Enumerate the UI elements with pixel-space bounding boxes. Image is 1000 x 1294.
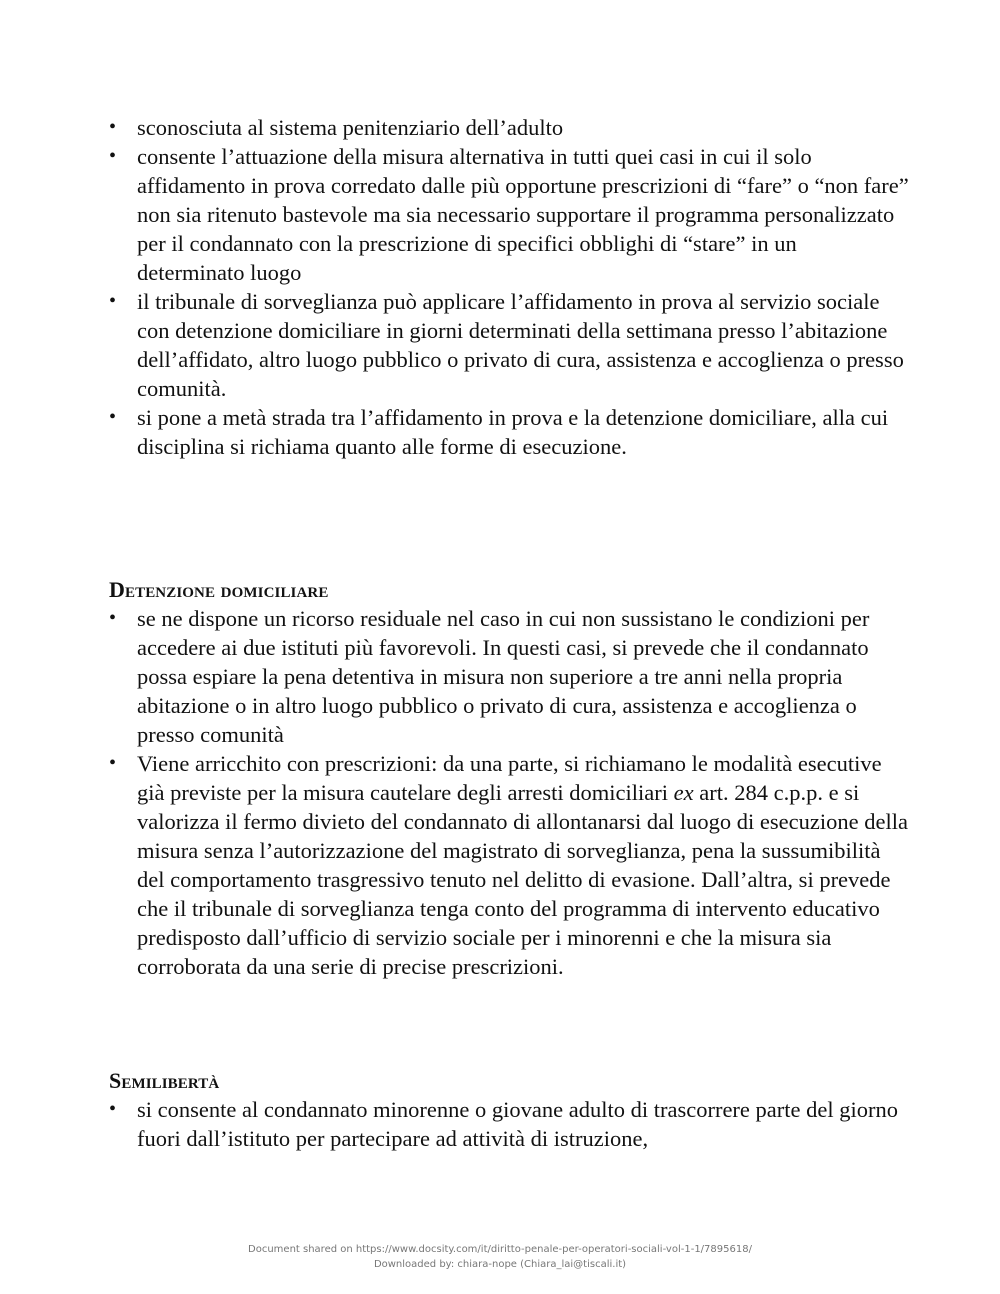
- bullet-list-detenzione: [109, 604, 909, 981]
- list-item-text: consente l’attuazione della misura alternativa in tutti quei casi in cui il solo affidamento in prova corredato dalle più opportune prescrizioni di “fare” o “non fare” non sia ritenuto bastevole ma sia necessario supportare il programma personalizzato per il condannato con la prescrizione di specifici obblighi di “stare” in un determinato luogo: [137, 144, 909, 285]
- section-detenzione-domiciliare: [109, 575, 909, 981]
- list-item-text: il tribunale di sorveglianza può applicare l’affidamento in prova al servizio sociale con detenzione domiciliare in giorni determinati della settimana presso l’abitazione dell’affidato, altro luogo pubblico o privato di cura, assistenza e accoglienza o presso comunità.: [137, 289, 904, 401]
- list-item-text: sconosciuta al sistema penitenziario dell’adulto: [137, 115, 564, 140]
- footer-shared-link: Document shared on https://www.docsity.com/it/diritto-penale-per-operatori-sociali-vol-1-1/7895618/: [248, 1244, 752, 1255]
- section-heading: Semilibertà: [109, 1068, 220, 1093]
- list-item: [109, 749, 909, 981]
- bullet-icon: •: [109, 406, 117, 428]
- list-item: [109, 403, 909, 461]
- bullet-icon: •: [109, 145, 117, 167]
- list-item-text: si pone a metà strada tra l’affidamento in prova e la detenzione domiciliare, alla cui disciplina si richiama quanto alle forme di esecuzione.: [137, 405, 889, 459]
- footer-downloaded-by: Downloaded by: chiara-nope (Chiara_lai@tiscali.it): [373, 1259, 627, 1270]
- list-item-text: [137, 751, 908, 979]
- bullet-list-semiliberta: [109, 1095, 909, 1153]
- bullet-icon: •: [109, 607, 117, 629]
- bullet-icon: •: [109, 290, 117, 312]
- list-item: [109, 287, 909, 403]
- text-run: Viene arricchito con prescrizioni: da una parte, si richiamano le modalità esecutive già previste per la misura cautelare degli arresti domiciliari: [137, 751, 882, 805]
- list-item-text: se ne dispone un ricorso residuale nel caso in cui non sussistano le condizioni per accedere ai due istituti più favorevoli. In questi casi, si prevede che il condannato possa espiare la pena detentiva in misura non superiore a tre anni nella propria abitazione o in altro luogo pubblico o privato di cura, assistenza e accoglienza o presso comunità: [137, 606, 870, 747]
- bullet-icon: •: [109, 1098, 117, 1120]
- section-heading: Detenzione domiciliare: [109, 577, 329, 602]
- bullet-icon: •: [109, 116, 117, 138]
- section-semiliberta: [109, 1066, 909, 1153]
- list-item: [109, 142, 909, 287]
- bullet-icon: •: [109, 752, 117, 774]
- list-item-text: si consente al condannato minorenne o giovane adulto di trascorrere parte del giorno fuori dall’istituto per partecipare ad attività di istruzione,: [137, 1097, 898, 1151]
- list-item: [109, 113, 909, 142]
- list-item: [109, 604, 909, 749]
- list-item: [109, 1095, 909, 1153]
- text-run: art. 284 c.p.p. e si valorizza il fermo divieto del condannato di allontanarsi dal luogo di esecuzione della misura senza l’autorizzazione del magistrato di sorveglianza, pena la sussumibilità del comportamento trasgressivo tenuto nel delitto di evasione. Dall’altra, si prevede che il tribunale di sorveglianza tenga conto del programma di intervento educativo predisposto dall’ufficio di servizio sociale per i minorenni e che la misura sia corroborata da una serie di precise prescrizioni.: [137, 780, 908, 979]
- italic-text: ex: [673, 780, 694, 805]
- bullet-list-affidamento: [109, 113, 909, 461]
